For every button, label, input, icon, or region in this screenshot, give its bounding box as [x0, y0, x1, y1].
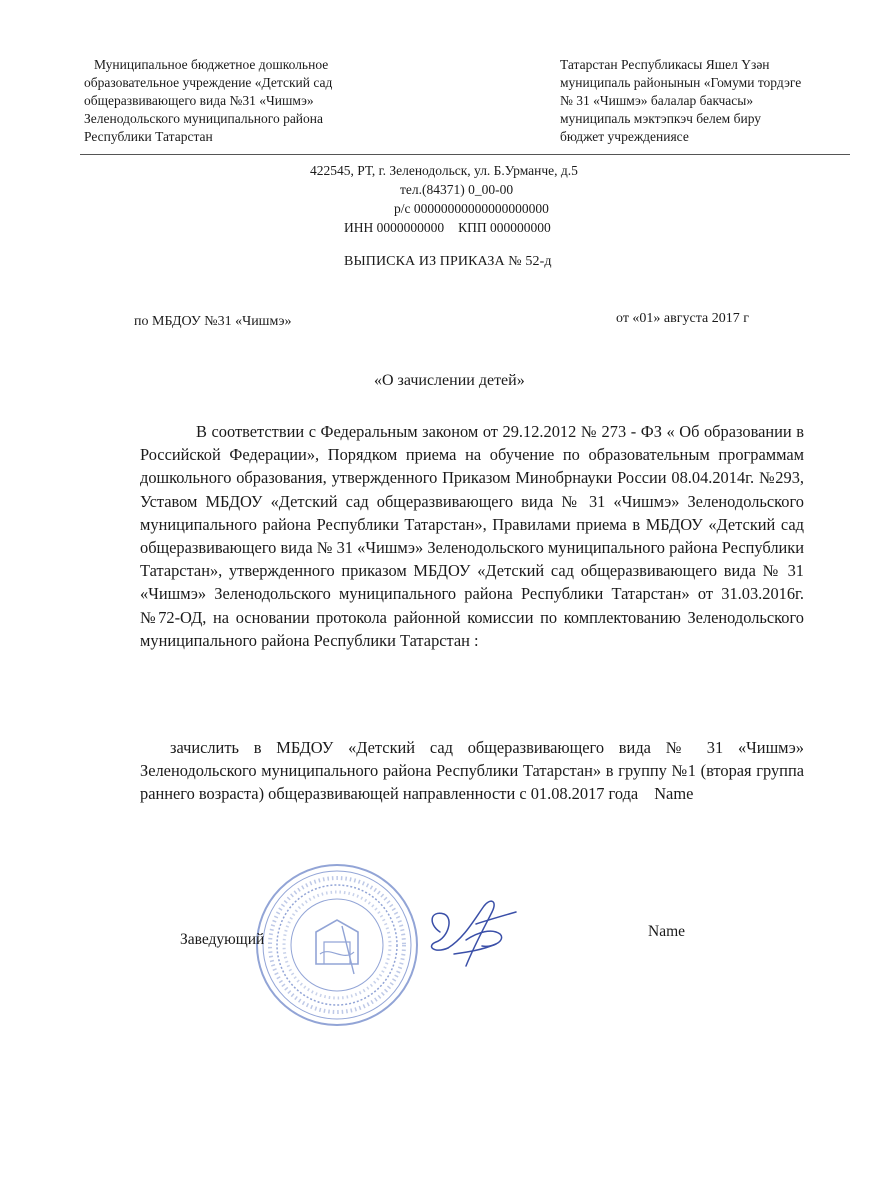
tax-ids	[300, 218, 680, 237]
preamble-paragraph: В соответствии с Федеральным законом от 29.12.2012 № 273 - ФЗ « Об образовании в Российской Федерации», Порядком приема на обучение по образовательным программам дошкольного образования, утвержденного Приказом Минобрнауки России 08.04.2014г. №293, Уставом МБДОУ «Детский сад общеразвивающего вида № 31 «Чишмэ» Зеленодольского муниципального района Республики Татарстан», Правилами приема в МБДОУ «Детский сад общеразвивающего вида № 31 «Чишмэ» Зеленодольского муниципального района Республики Татарстан», утвержденного приказом МБДОУ «Детский сад общеразвивающего вида № 31 «Чишмэ» Зеленодольского муниципального района Республики Татарстан» от 31.03.2016г. №72-ОД, на основании протокола районной комиссии по комплектованию Зеленодольского муниципального района Республики Татарстан :	[140, 422, 804, 650]
signer-name: Name	[648, 923, 686, 940]
issuer-line: по МБДОУ №31 «Чишмэ»	[134, 314, 292, 329]
bank-account: р/с 00000000000000000000	[394, 201, 549, 216]
kpp: КПП 000000000	[458, 220, 551, 235]
org-name-tatar	[560, 56, 860, 146]
org-line: Муниципальное бюджетное дошкольное	[94, 57, 329, 72]
org-line: Зеленодольского муниципального района	[84, 111, 323, 126]
decision-text: зачислить в МБДОУ «Детский сад общеразвивающего вида № 31 «Чишмэ» Зеленодольского муниципального района Республики Татарстан» в группу №1 (вторая группа раннего возраста) общеразвивающей направленности с 01.08.2017 года	[140, 738, 804, 804]
pupil-name: Name	[654, 784, 694, 804]
org-line: муниципаль районынын «Гомуми тордэге	[560, 75, 802, 90]
handwritten-signature	[418, 880, 538, 980]
org-line: Республики Татарстан	[84, 129, 213, 144]
org-line: бюджет учреждениясе	[560, 129, 689, 144]
org-line: муниципаль мэктэпкэч белем биру	[560, 111, 762, 126]
inn: ИНН 0000000000	[344, 220, 445, 235]
address: 422545, РТ, г. Зеленодольск, ул. Б.Урманче, д.5	[310, 163, 578, 178]
org-name-russian	[84, 56, 394, 146]
contact-block	[300, 161, 680, 237]
decision-paragraph	[140, 736, 804, 806]
phone: тел.(84371) 0_00-00	[400, 182, 514, 197]
header-divider	[80, 154, 850, 155]
org-line: № 31 «Чишмэ» балалар бакчасы»	[560, 93, 754, 108]
signer-position: Заведующий	[180, 931, 265, 948]
org-line: образовательное учреждение «Детский сад	[84, 75, 333, 90]
document-subject: «О зачислении детей»	[374, 372, 525, 389]
document-title: ВЫПИСКА ИЗ ПРИКАЗА № 52-д	[344, 254, 552, 269]
document-date: от «01» августа 2017 г	[616, 311, 749, 326]
org-line: Татарстан Республикасы Яшел Үзән	[560, 57, 770, 72]
org-line: общеразвивающего вида №31 «Чишмэ»	[84, 93, 314, 108]
official-seal-stamp	[254, 862, 420, 1028]
